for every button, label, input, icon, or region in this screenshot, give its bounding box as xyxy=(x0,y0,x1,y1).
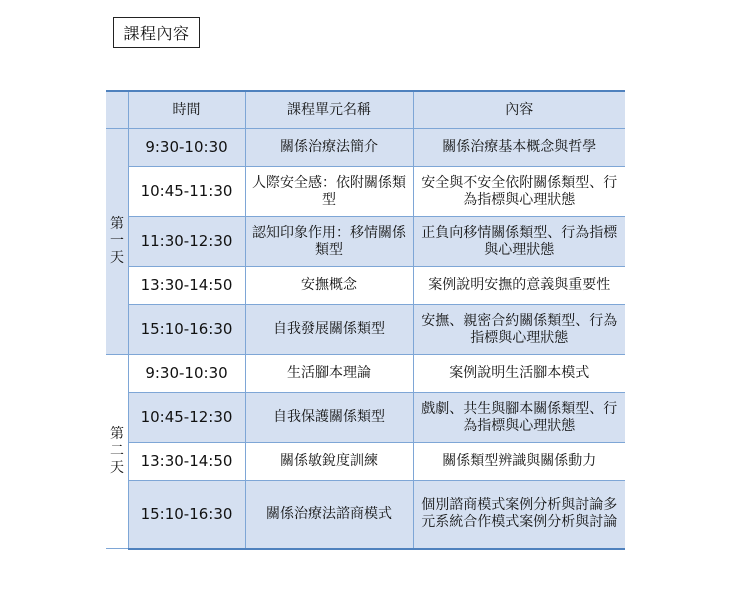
row-unit: 關係治療法諮商模式 xyxy=(245,481,413,549)
row-unit: 關係治療法簡介 xyxy=(245,129,413,167)
row-time: 13:30-14:50 xyxy=(128,267,245,305)
header-time: 時間 xyxy=(128,91,245,129)
row-unit: 生活腳本理論 xyxy=(245,355,413,393)
row-unit: 關係敏銳度訓練 xyxy=(245,443,413,481)
header-corner-cell xyxy=(106,91,128,129)
row-content: 安全與不安全依附關係類型、行為指標與心理狀態 xyxy=(413,167,625,217)
row-content: 個別諮商模式案例分析與討論多元系統合作模式案例分析與討論 xyxy=(413,481,625,549)
row-time: 15:10-16:30 xyxy=(128,305,245,355)
table-row xyxy=(106,355,625,393)
row-time: 10:45-11:30 xyxy=(128,167,245,217)
section-title: 課程內容 xyxy=(113,17,200,48)
header-content: 內容 xyxy=(413,91,625,129)
table-header-row xyxy=(106,91,625,129)
table-row xyxy=(106,129,625,167)
row-content: 安撫、親密合約關係類型、行為指標與心理狀態 xyxy=(413,305,625,355)
row-time: 9:30-10:30 xyxy=(128,355,245,393)
row-unit: 安撫概念 xyxy=(245,267,413,305)
header-unit: 課程單元名稱 xyxy=(245,91,413,129)
table-row xyxy=(106,443,625,481)
day-1-label: 第 一 天 xyxy=(106,129,128,355)
table-row xyxy=(106,267,625,305)
row-content: 關係類型辨識與關係動力 xyxy=(413,443,625,481)
row-time: 13:30-14:50 xyxy=(128,443,245,481)
row-time: 10:45-12:30 xyxy=(128,393,245,443)
day-2-label: 第 二 天 xyxy=(106,355,128,549)
table-row xyxy=(106,393,625,443)
row-time: 9:30-10:30 xyxy=(128,129,245,167)
course-schedule-table xyxy=(106,90,625,550)
row-unit: 認知印象作用：移情關係類型 xyxy=(245,217,413,267)
row-content: 關係治療基本概念與哲學 xyxy=(413,129,625,167)
row-unit: 自我保護關係類型 xyxy=(245,393,413,443)
table-row xyxy=(106,305,625,355)
row-content: 案例說明生活腳本模式 xyxy=(413,355,625,393)
row-content: 戲劇、共生與腳本關係類型、行為指標與心理狀態 xyxy=(413,393,625,443)
table-row xyxy=(106,481,625,549)
row-content: 正負向移情關係類型、行為指標與心理狀態 xyxy=(413,217,625,267)
row-content: 案例說明安撫的意義與重要性 xyxy=(413,267,625,305)
table-row xyxy=(106,167,625,217)
table-row xyxy=(106,217,625,267)
row-time: 11:30-12:30 xyxy=(128,217,245,267)
row-unit: 自我發展關係類型 xyxy=(245,305,413,355)
row-unit: 人際安全感：依附關係類型 xyxy=(245,167,413,217)
row-time: 15:10-16:30 xyxy=(128,481,245,549)
